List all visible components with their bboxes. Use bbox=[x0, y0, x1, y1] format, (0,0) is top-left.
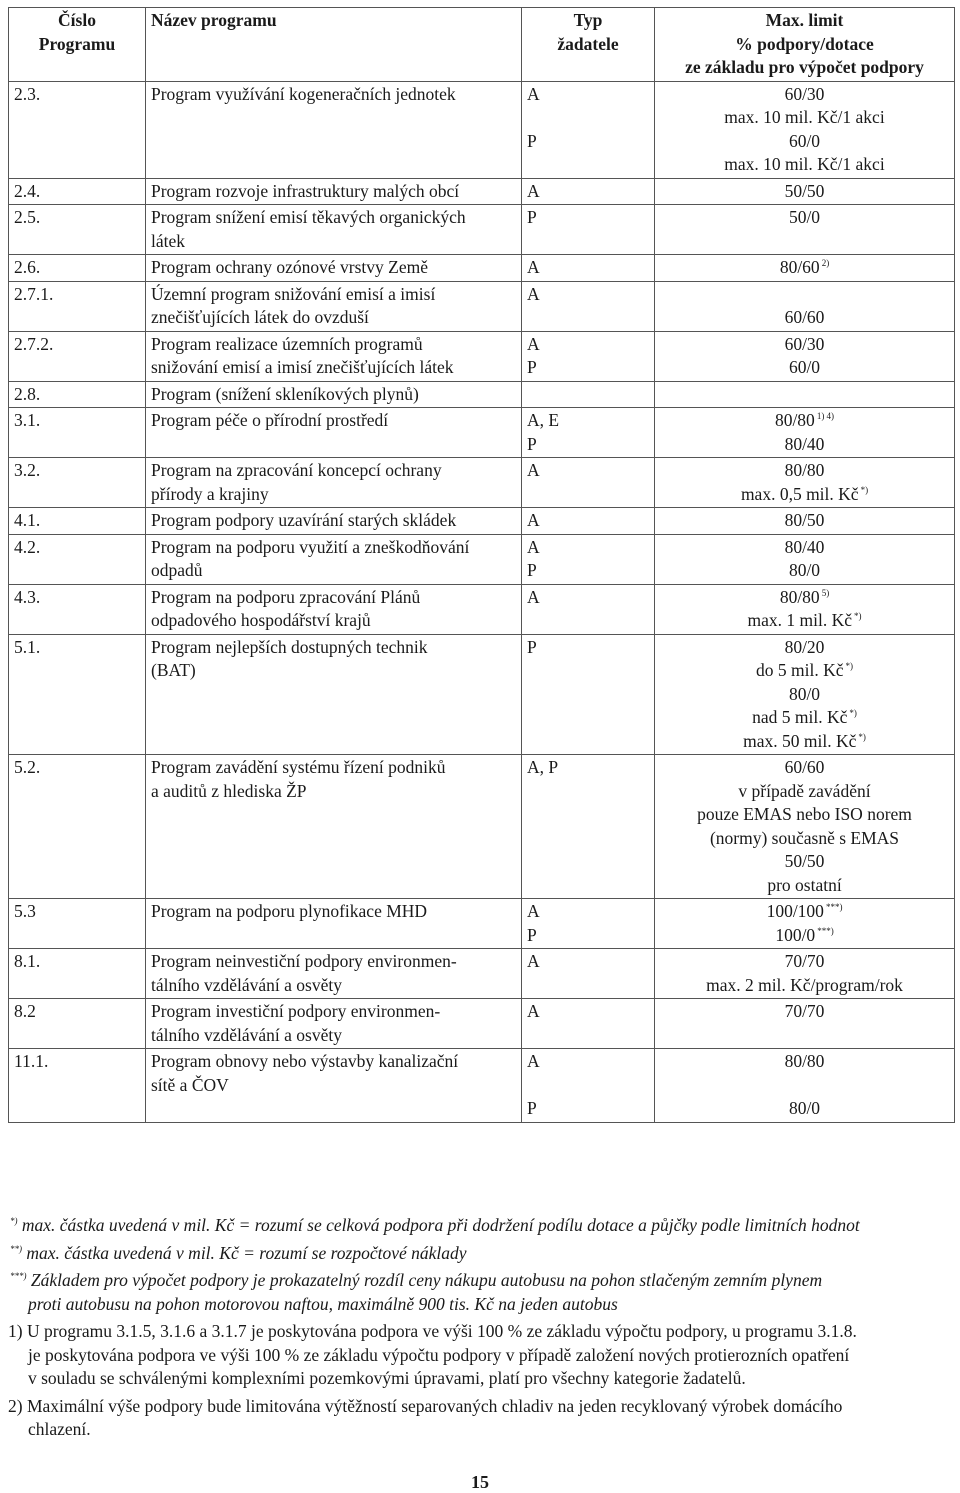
support-limit: 80/60 $^{2)}$ bbox=[655, 255, 955, 282]
note-text: max. částka uvedená v mil. Kč = rozumí se celková podpora při dodržení podílu dotace a půjčky podle limitních hodnot bbox=[21, 1215, 860, 1235]
program-number: 2.6. bbox=[9, 255, 146, 282]
footnote-reference: *) bbox=[845, 661, 853, 671]
applicant-type: A P bbox=[522, 1049, 655, 1123]
applicant-type: P bbox=[522, 634, 655, 755]
table-row bbox=[9, 634, 955, 755]
footnote-reference: *) bbox=[860, 484, 869, 495]
program-name: Program ochrany ozónové vrstvy Země bbox=[146, 255, 522, 282]
program-number: 3.1. bbox=[9, 408, 146, 458]
program-name: Program na zpracování koncepcí ochrany přírody a krajiny bbox=[146, 458, 522, 508]
support-limit: 80/80 max. 0,5 mil. Kč *) bbox=[655, 458, 955, 508]
applicant-type: A bbox=[522, 255, 655, 282]
note-text: max. částka uvedená v mil. Kč = rozumí se rozpočtové náklady bbox=[26, 1242, 467, 1263]
table-row bbox=[9, 331, 955, 381]
support-limit: 50/0 bbox=[655, 205, 955, 255]
table-row bbox=[9, 381, 955, 408]
table-row bbox=[9, 508, 955, 535]
program-name: Program na podporu plynofikace MHD bbox=[146, 899, 522, 949]
footnote-reference: *) bbox=[858, 731, 866, 742]
footnote-reference: 2) bbox=[821, 258, 830, 268]
program-name: Program realizace územních programů snižování emisí a imisí znečišťujících látek bbox=[146, 331, 522, 381]
note-text: proti autobusu na pohon motorovou naftou, maximálně 900 tis. Kč na jeden autobus bbox=[28, 1293, 618, 1314]
support-limit: 80/20 do 5 mil. Kč *) 80/0 nad 5 mil. Kč *) max. 50 mil. Kč *) bbox=[655, 634, 955, 755]
header-max-limit: Max. limit % podpory/dotace ze základu pro výpočet podpory bbox=[655, 8, 955, 82]
page-number: 15 bbox=[471, 1472, 489, 1492]
program-number: 2.5. bbox=[9, 205, 146, 255]
applicant-type: A P bbox=[522, 331, 655, 381]
support-limit: 80/50 bbox=[655, 508, 955, 535]
program-number: 8.1. bbox=[9, 949, 146, 999]
note-star bbox=[8, 1214, 954, 1238]
program-name: Program rozvoje infrastruktury malých obcí bbox=[146, 178, 522, 205]
applicant-type: A P bbox=[522, 534, 655, 584]
applicant-type: A bbox=[522, 508, 655, 535]
support-limit: 80/80 $^{1) 4)}$ 80/40 bbox=[655, 408, 955, 458]
note-double-star bbox=[8, 1242, 954, 1266]
table-row bbox=[9, 408, 955, 458]
support-limit: 60/30 max. 10 mil. Kč/1 akci 60/0 max. 10 mil. Kč/1 akci bbox=[655, 81, 955, 178]
footnote-reference: 1) 4) bbox=[816, 411, 835, 421]
footnote-1 bbox=[8, 1320, 954, 1391]
table-row bbox=[9, 899, 955, 949]
applicant-type: P bbox=[522, 205, 655, 255]
program-number: 4.3. bbox=[9, 584, 146, 634]
table-row bbox=[9, 255, 955, 282]
program-name: Program neinvestiční podpory environmen- tálního vzdělávání a osvěty bbox=[146, 949, 522, 999]
support-limit bbox=[655, 381, 955, 408]
program-name: Program na podporu využití a zneškodňování odpadů bbox=[146, 534, 522, 584]
footnote-text: v souladu se schválenými komplexními pozemkovými úpravami, platí pro všechny kategorie žadatelů. bbox=[28, 1368, 746, 1388]
program-number: 2.7.2. bbox=[9, 331, 146, 381]
applicant-type: A, E P bbox=[522, 408, 655, 458]
applicant-type bbox=[522, 381, 655, 408]
header-applicant-type: Typ žadatele bbox=[522, 8, 655, 82]
note-text: Základem pro výpočet podpory je prokazatelný rozdíl ceny nákupu autobusu na pohon stlačeným zemním plynem bbox=[30, 1270, 823, 1290]
table-row bbox=[9, 81, 955, 178]
program-number: 2.8. bbox=[9, 381, 146, 408]
program-number: 5.3 bbox=[9, 899, 146, 949]
support-limit: 70/70 bbox=[655, 999, 955, 1049]
applicant-type: A bbox=[522, 458, 655, 508]
table-header-row bbox=[9, 8, 955, 82]
program-name: Územní program snižování emisí a imisí znečišťujících látek do ovzduší bbox=[146, 281, 522, 331]
support-limit: 60/60 v případě zavádění pouze EMAS nebo ISO norem (normy) současně s EMAS 50/50 pro ostatní bbox=[655, 755, 955, 899]
note-triple-star bbox=[8, 1269, 954, 1316]
footnotes bbox=[8, 1214, 954, 1442]
note-mark: *) bbox=[10, 1216, 18, 1226]
table-row bbox=[9, 534, 955, 584]
applicant-type: A, P bbox=[522, 755, 655, 899]
applicant-type: A P bbox=[522, 81, 655, 178]
support-limit: 100/100 ***) 100/0 ***) bbox=[655, 899, 955, 949]
table-row bbox=[9, 205, 955, 255]
applicant-type: A bbox=[522, 999, 655, 1049]
support-limit: 60/30 60/0 bbox=[655, 331, 955, 381]
footnote-reference: *) bbox=[854, 611, 862, 621]
program-number: 5.1. bbox=[9, 634, 146, 755]
footnote-2 bbox=[8, 1395, 954, 1442]
program-name: Program zavádění systému řízení podniků a auditů z hlediska ŽP bbox=[146, 755, 522, 899]
program-number: 5.2. bbox=[9, 755, 146, 899]
table-row bbox=[9, 458, 955, 508]
support-limit: 80/80 $^{5)}$ max. 1 mil. Kč *) bbox=[655, 584, 955, 634]
note-mark: ***) bbox=[10, 1271, 27, 1281]
footnote-text: U programu 3.1.5, 3.1.6 a 3.1.7 je poskytována podpora ve výši 100 % ze základu výpočtu podpory, u programu 3.1.8. bbox=[26, 1321, 857, 1341]
support-limit: 80/80 80/0 bbox=[655, 1049, 955, 1123]
program-number: 2.4. bbox=[9, 178, 146, 205]
program-name: Program investiční podpory environmen- tálního vzdělávání a osvěty bbox=[146, 999, 522, 1049]
program-name: Program nejlepších dostupných technik (BAT) bbox=[146, 634, 522, 755]
header-program-name: Název programu bbox=[146, 8, 522, 82]
footnote-label: 1) bbox=[8, 1321, 23, 1341]
program-name: Program na podporu zpracování Plánů odpadového hospodářství krajů bbox=[146, 584, 522, 634]
program-number: 8.2 bbox=[9, 999, 146, 1049]
applicant-type: A bbox=[522, 178, 655, 205]
program-name: Program péče o přírodní prostředí bbox=[146, 408, 522, 458]
program-number: 4.1. bbox=[9, 508, 146, 535]
table-row bbox=[9, 281, 955, 331]
table-row bbox=[9, 584, 955, 634]
support-limit: 60/60 bbox=[655, 281, 955, 331]
program-name: Program podpory uzavírání starých skládek bbox=[146, 508, 522, 535]
table-row bbox=[9, 999, 955, 1049]
footnote-text: Maximální výše podpory bude limitována výtěžností separovaných chladiv na jeden recyklovaný výrobek domácího bbox=[26, 1395, 843, 1416]
footnote-reference: *) bbox=[849, 708, 857, 718]
applicant-type: A bbox=[522, 281, 655, 331]
footnote-text: chlazení. bbox=[28, 1419, 91, 1439]
applicant-type: A P bbox=[522, 899, 655, 949]
footnote-label: 2) bbox=[8, 1395, 23, 1416]
footnote-reference: ***) bbox=[825, 902, 843, 912]
support-limit: 50/50 bbox=[655, 178, 955, 205]
program-number: 3.2. bbox=[9, 458, 146, 508]
table-body bbox=[9, 81, 955, 1122]
header-program-number: Číslo Programu bbox=[9, 8, 146, 82]
program-name: Program (snížení skleníkových plynů) bbox=[146, 381, 522, 408]
program-name: Program snížení emisí těkavých organických látek bbox=[146, 205, 522, 255]
table-row bbox=[9, 178, 955, 205]
table-row bbox=[9, 949, 955, 999]
program-name: Program obnovy nebo výstavby kanalizační sítě a ČOV bbox=[146, 1049, 522, 1123]
program-number: 11.1. bbox=[9, 1049, 146, 1123]
applicant-type: A bbox=[522, 949, 655, 999]
applicant-type: A bbox=[522, 584, 655, 634]
program-table bbox=[8, 7, 955, 1123]
program-number: 2.7.1. bbox=[9, 281, 146, 331]
program-name: Program využívání kogeneračních jednotek bbox=[146, 81, 522, 178]
program-number: 4.2. bbox=[9, 534, 146, 584]
footnote-reference: ***) bbox=[817, 925, 834, 936]
support-limit: 80/40 80/0 bbox=[655, 534, 955, 584]
program-number: 2.3. bbox=[9, 81, 146, 178]
footnote-reference: 5) bbox=[821, 587, 830, 598]
table-row bbox=[9, 1049, 955, 1123]
note-mark: **) bbox=[10, 1243, 22, 1254]
support-limit: 70/70 max. 2 mil. Kč/program/rok bbox=[655, 949, 955, 999]
footnote-text: je poskytována podpora ve výši 100 % ze základu výpočtu podpory v případě založení nových protierozních opatření bbox=[28, 1344, 850, 1365]
table-row bbox=[9, 755, 955, 899]
